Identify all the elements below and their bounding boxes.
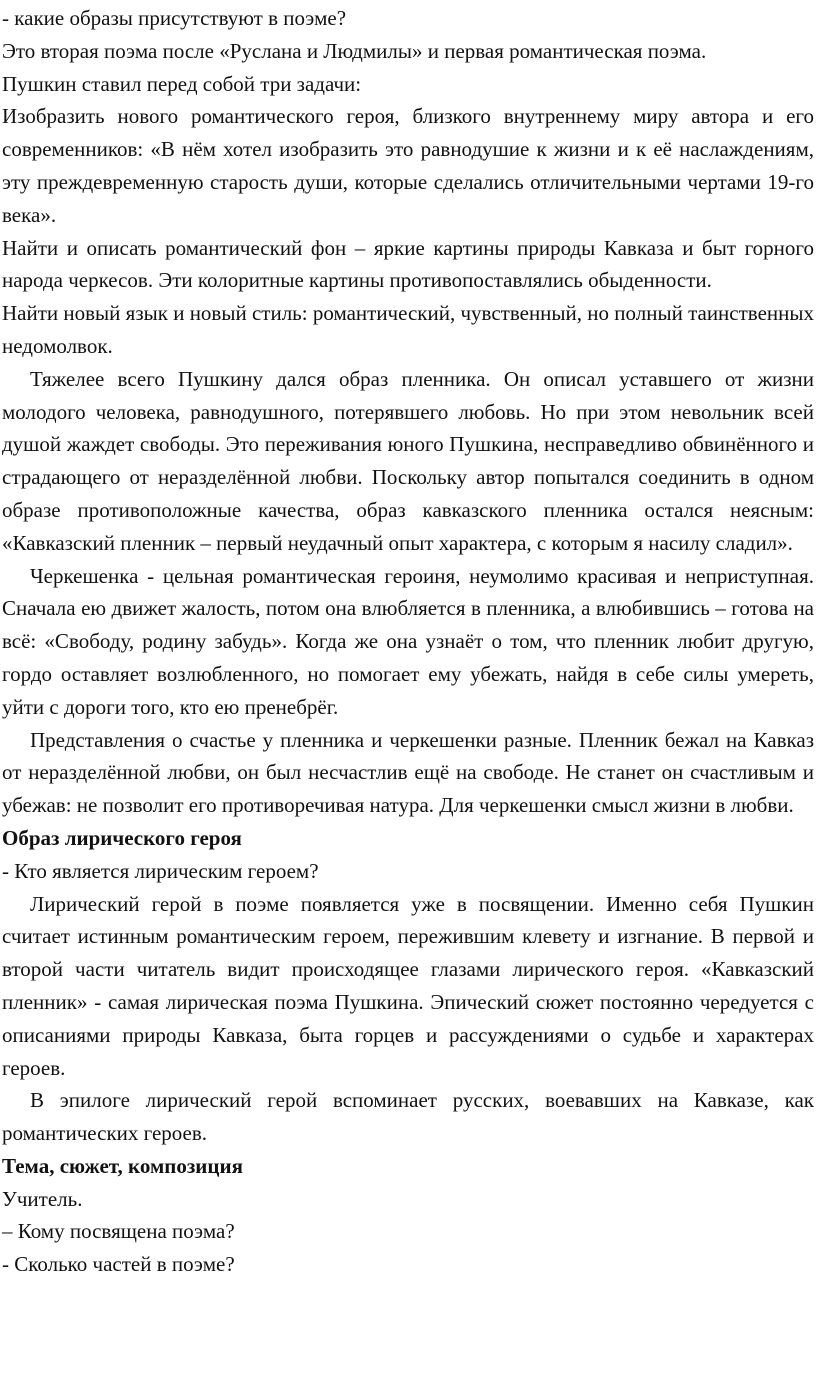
heading-theme-plot-composition: Тема, сюжет, композиция xyxy=(2,1153,243,1178)
paragraph-task-background: Найти и описать романтический фон – яркие картины природы Кавказа и быт горного народа черкесов. Эти колоритные картины противопоставлялись обыденности. xyxy=(2,235,814,293)
heading-lyrical-hero: Образ лирического героя xyxy=(2,825,242,850)
question-lyrical-hero: - Кто является лирическим героем? xyxy=(2,858,319,883)
paragraph-epilogue: В эпилоге лирический герой вспоминает русских, воевавших на Кавказе, как романтических героев. xyxy=(2,1088,814,1146)
teacher-label: Учитель. xyxy=(2,1186,83,1211)
paragraph-circassian-girl: Черкешенка - цельная романтическая героиня, неумолимо красивая и неприступная. Сначала ею движет жалость, потом она влюбляется в пленника, а влюбившись – готова на всё: «Свободу, родину забудь». Когда же она узнаёт о том, что пленник любит другую, гордо оставляет возлюбленного, но помогает ему убежать, найдя в себе силы умереть, уйти с дороги того, кто ею пренебрёг. xyxy=(2,563,814,719)
paragraph-happiness: Представления о счастье у пленника и черкешенки разные. Пленник бежал на Кавказ от неразделённой любви, он был несчастлив ещё на свободе. Не станет он счастливым и убежав: не позволит его противоречивая натура. Для черкешенки смысл жизни в любви. xyxy=(2,727,814,818)
paragraph-second-poem: Это вторая поэма после «Руслана и Людмилы» и первая романтическая поэма. xyxy=(2,38,707,63)
document-page xyxy=(0,2,816,1393)
question-dedication: – Кому посвящена поэма? xyxy=(2,1219,235,1244)
question-images: - какие образы присутствуют в поэме? xyxy=(2,6,347,30)
paragraph-captive-image: Тяжелее всего Пушкину дался образ пленника. Он описал уставшего от жизни молодого человека, равнодушного, потерявшего любовь. Но при этом невольник всей душой жаждет свободы. Это переживания юного Пушкина, несправедливо обвинённого и страдающего от неразделённой любви. Поскольку автор попытался соединить в одном образе противоположные качества, образ кавказского пленника остался неясным: «Кавказский пленник – первый неудачный опыт характера, с которым я насилу сладил». xyxy=(2,366,814,555)
paragraph-task-hero: Изобразить нового романтического героя, близкого внутреннему миру автора и его современников: «В нём хотел изобразить это равнодушие к жизни и к её наслаждениям, эту преждевременную старость души, которые сделались отличительными чертами 19-го века». xyxy=(2,104,814,227)
paragraph-task-language: Найти новый язык и новый стиль: романтический, чувственный, но полный таинственных недомолвок. xyxy=(2,301,814,358)
paragraph-three-tasks: Пушкин ставил перед собой три задачи: xyxy=(2,71,362,96)
question-parts: - Сколько частей в поэме? xyxy=(2,1252,235,1277)
paragraph-lyrical-hero: Лирический герой в поэме появляется уже в посвящении. Именно себя Пушкин считает истинным романтическим героем, пережившим клевету и изгнание. В первой и второй части читатель видит происходящее глазами лирического героя. «Кавказский пленник» - самая лирическая поэма Пушкина. Эпический сюжет постоянно чередуется с описаниями природы Кавказа, быта горцев и рассуждениями о судьбе и характерах героев. xyxy=(2,891,814,1080)
